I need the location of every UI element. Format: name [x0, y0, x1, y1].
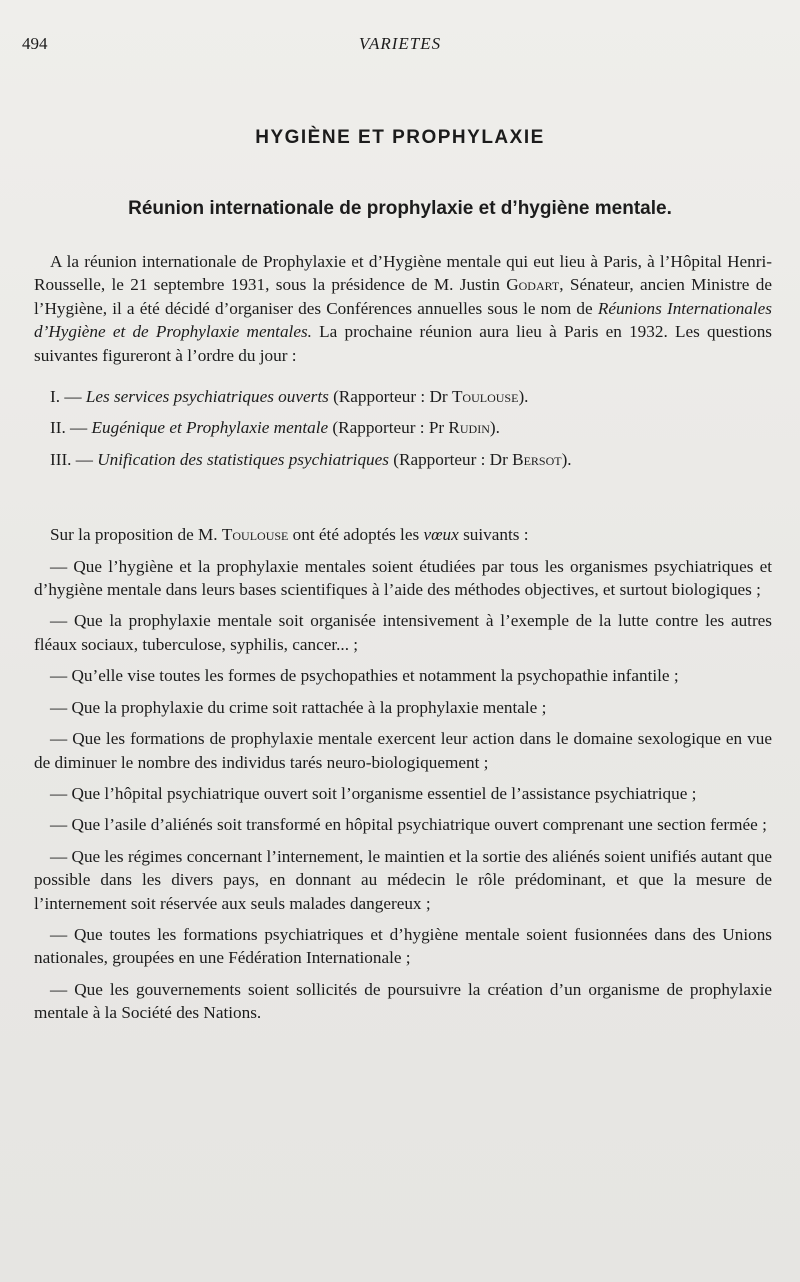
rapporteur-title: Dr — [429, 387, 448, 407]
voeu-item: — Que la prophylaxie du crime soit rattachée à la prophylaxie mentale ; — [50, 697, 547, 717]
running-header — [22, 34, 778, 58]
question-number: II. — — [50, 418, 92, 438]
rapporteur-title: Pr — [428, 418, 445, 438]
proposition-text-1: Sur la proposition de M. — [50, 525, 222, 545]
rapporteur-name: Rudin — [448, 418, 490, 438]
question-topic: Les services psychiatriques ouverts — [85, 387, 329, 407]
question-close: ). — [561, 449, 572, 469]
proposition-text-3: suivants : — [458, 525, 529, 545]
intro-text-1: A la réunion internationale de Prophylaxie et d’Hygiène mentale qui eut lieu à Paris, à l’Hôpital Henri-Rousselle, le 21 septembre 1931, sous la présidence de M. Justin — [34, 252, 772, 295]
question-item — [34, 416, 772, 439]
question-topic: Unification des statistiques psychiatriques — [97, 449, 389, 469]
article-heading: Réunion internationale de prophylaxie et d’hygiène mentale. — [128, 198, 672, 219]
voeu-item: — Qu’elle vise toutes les formes de psychopathies et notamment la psychopathie infantile ; — [50, 666, 679, 686]
intro-paragraph — [34, 250, 772, 367]
voeu-item: — Que la prophylaxie mentale soit organisée intensivement à l’exemple de la lutte contre les autres fléaux sociaux, tuberculose, syphilis, cancer... ; — [34, 611, 772, 654]
voeu-item: — Que les gouvernements soient sollicités de poursuivre la création d’un organisme de prophylaxie mentale à la Société des Nations. — [34, 979, 772, 1023]
voeu-item: — Que toutes les formations psychiatriques et d’hygiène mentale soient fusionnées dans des Unions nationales, groupées en une Fédération Internationale ; — [34, 924, 772, 968]
voeu-item: — Que les formations de prophylaxie mentale exercent leur action dans le domaine sexologique en vue de diminuer le nombre des individus tarés neuro-biologiquement ; — [34, 729, 772, 772]
question-topic: Eugénique et Prophylaxie mentale — [91, 418, 329, 438]
question-item — [34, 448, 772, 471]
voeux-word: vœux — [423, 525, 459, 545]
question-close: ). — [489, 418, 500, 438]
proposition-paragraph — [34, 523, 772, 546]
article-body — [34, 250, 772, 1025]
voeu-item: — Que l’hygiène et la prophylaxie mentales soient étudiées par tous les organismes psychiatriques et d’hygiène mentale dans leurs bases scientifiques à l’aide des méthodes objectives, et surtout biologiques ; — [34, 556, 772, 600]
rapporteur-title: Dr — [489, 449, 508, 469]
question-rapporteur-label: (Rapporteur : — [328, 418, 429, 438]
conference-name: Réunions Internationales d’Hygiène et de Prophylaxie mentales. — [34, 298, 772, 342]
page-number: 494 — [22, 34, 48, 53]
proposition-text-2: ont été adoptés les — [288, 525, 424, 545]
voeu-item: — Que l’hôpital psychiatrique ouvert soit l’organisme essentiel de l’assistance psychiatrique ; — [50, 783, 697, 803]
president-name: Godart — [506, 275, 560, 295]
question-rapporteur-label: (Rapporteur : — [328, 387, 430, 407]
rapporteur-name: Bersot — [512, 449, 562, 469]
section-heading: HYGIÈNE ET PROPHYLAXIE — [255, 127, 545, 148]
voeu-item: — Que l’asile d’aliénés soit transformé en hôpital psychiatrique ouvert comprenant une section fermée ; — [50, 815, 767, 835]
proposer-name: Toulouse — [221, 525, 289, 545]
question-number: III. — — [50, 449, 98, 469]
question-close: ). — [518, 387, 529, 407]
rapporteur-name: Toulouse — [451, 387, 519, 407]
intro-text-3: La prochaine réunion aura lieu à Paris en 1932. Les questions suivantes figureront à l’ordre du jour : — [34, 322, 772, 365]
intro-text-2: , Sénateur, ancien Ministre de l’Hygiène, il a été décidé d’organiser des Conférences annuelles sous le nom de — [34, 275, 772, 318]
question-number: I. — — [50, 387, 86, 407]
running-section-title: VARIETES — [358, 34, 442, 53]
question-item — [34, 385, 772, 408]
voeu-item: — Que les régimes concernant l’internement, le maintien et la sortie des aliénés soient unifiés autant que possible dans les divers pays, en donnant au médecin le rôle prédominant, et que la mesure de l’internement soit réservée aux seuls malades dangereux ; — [34, 846, 772, 913]
question-rapporteur-label: (Rapporteur : — [388, 449, 490, 469]
